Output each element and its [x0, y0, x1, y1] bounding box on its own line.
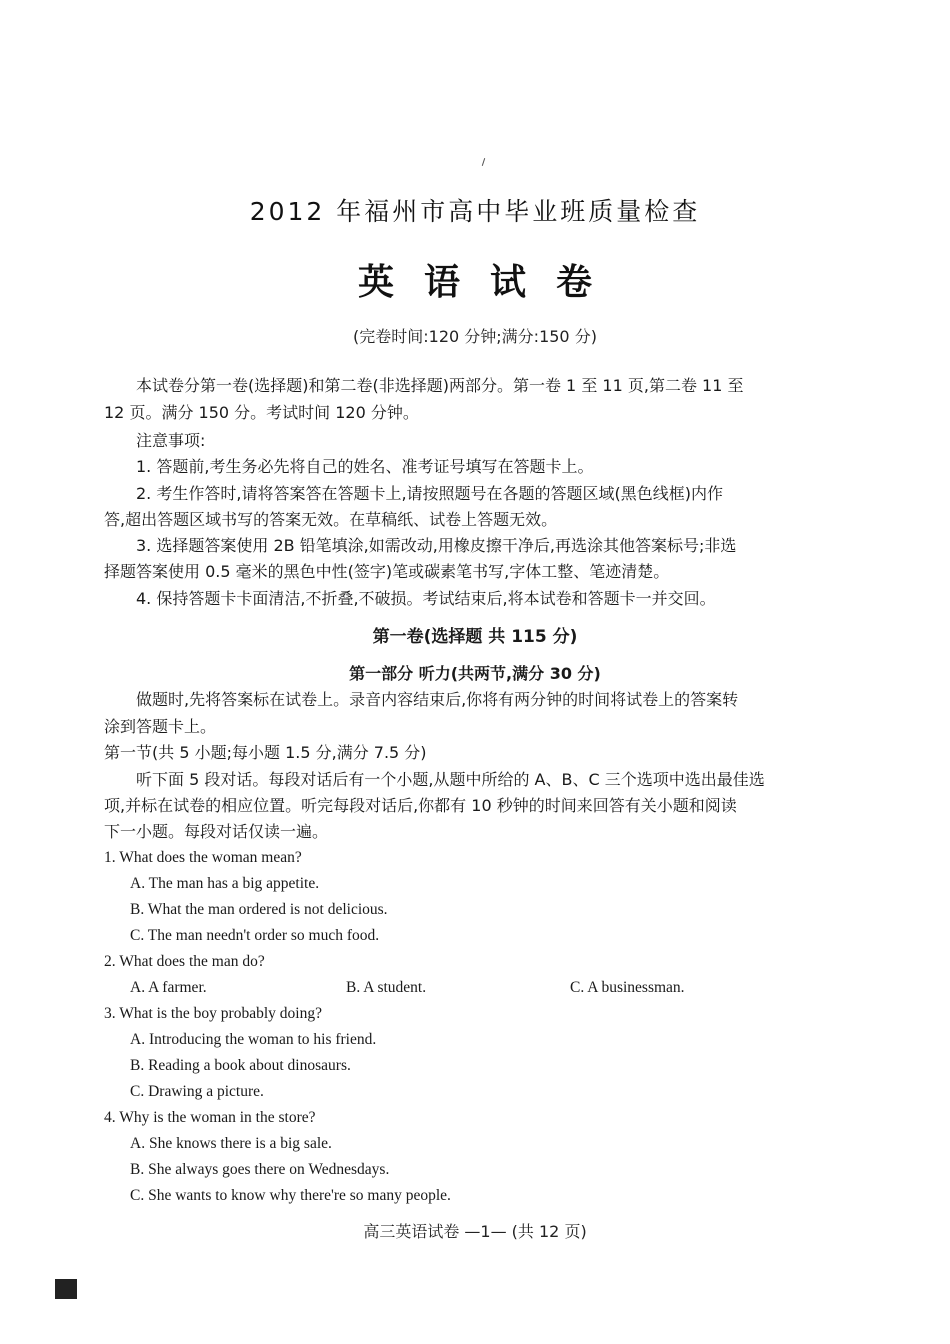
notes-heading: 注意事项: [136, 431, 206, 450]
page-footer: 高三英语试卷 —1— (共 12 页) [363, 1222, 587, 1241]
section-1-desc-line-1: 听下面 5 段对话。每段对话后有一个小题,从题中所给的 A、B、C 三个选项中选出最佳选 [136, 770, 765, 789]
question-4-option-c: C. She wants to know why there're so many people. [130, 1187, 451, 1204]
part-1-title: 第一部分 听力(共两节,满分 30 分) [349, 664, 601, 683]
time-note: (完卷时间:120 分钟;满分:150 分) [353, 327, 597, 346]
volume-1-title: 第一卷(选择题 共 115 分) [372, 627, 578, 647]
part-1-desc-line-1: 做题时,先将答案标在试卷上。录音内容结束后,你将有两分钟的时间将试卷上的答案转 [136, 690, 739, 709]
section-1-title: 第一节(共 5 小题;每小题 1.5 分,满分 7.5 分) [104, 743, 427, 762]
part-1-desc-line-2: 涂到答题卡上。 [104, 717, 217, 736]
question-4-stem: 4. Why is the woman in the store? [104, 1109, 316, 1126]
question-3-option-a: A. Introducing the woman to his friend. [130, 1031, 377, 1048]
question-2-option-a: A. A farmer. [130, 979, 207, 996]
question-1-stem: 1. What does the woman mean? [104, 849, 302, 866]
question-1-option-c: C. The man needn't order so much food. [130, 927, 380, 944]
note-2-line-1: 2. 考生作答时,请将答案答在答题卡上,请按照题号在各题的答题区域(黑色线框)内作 [136, 484, 724, 503]
scan-artifact-mark [482, 158, 485, 166]
question-3-option-c: C. Drawing a picture. [130, 1083, 264, 1100]
note-1: 1. 答题前,考生务必先将自己的姓名、准考证号填写在答题卡上。 [136, 457, 594, 476]
section-1-desc-line-3: 下一小题。每段对话仅读一遍。 [104, 822, 329, 841]
question-4-option-a: A. She knows there is a big sale. [130, 1135, 332, 1152]
subject-title: 英语试卷 [357, 262, 622, 303]
note-4: 4. 保持答题卡卡面清洁,不折叠,不破损。考试结束后,将本试卷和答题卡一并交回。 [136, 589, 716, 608]
note-2-line-2: 答,超出答题区域书写的答案无效。在草稿纸、试卷上答题无效。 [104, 510, 558, 529]
note-3-line-2: 择题答案使用 0.5 毫米的黑色中性(签字)笔或碳素笔书写,字体工整、笔迹清楚。 [104, 562, 670, 581]
note-3-line-1: 3. 选择题答案使用 2B 铅笔填涂,如需改动,用橡皮擦干净后,再选涂其他答案标号;非选 [136, 536, 737, 555]
question-2-stem: 2. What does the man do? [104, 953, 265, 970]
intro-line-1: 本试卷分第一卷(选择题)和第二卷(非选择题)两部分。第一卷 1 至 11 页,第二卷 11 至 [136, 376, 744, 395]
question-4-option-b: B. She always goes there on Wednesdays. [130, 1161, 390, 1178]
intro-line-2: 12 页。满分 150 分。考试时间 120 分钟。 [104, 403, 419, 422]
exam-title: 2012 年福州市高中毕业班质量检查 [249, 197, 701, 226]
question-3-stem: 3. What is the boy probably doing? [104, 1005, 322, 1022]
question-2-option-c: C. A businessman. [570, 979, 685, 996]
question-2-option-b: B. A student. [346, 979, 427, 996]
question-1-option-b: B. What the man ordered is not delicious. [130, 901, 388, 918]
question-1-option-a: A. The man has a big appetite. [130, 875, 320, 892]
section-1-desc-line-2: 项,并标在试卷的相应位置。听完每段对话后,你都有 10 秒钟的时间来回答有关小题和阅读 [104, 796, 737, 815]
scan-corner-mark [55, 1279, 77, 1299]
question-3-option-b: B. Reading a book about dinosaurs. [130, 1057, 351, 1074]
